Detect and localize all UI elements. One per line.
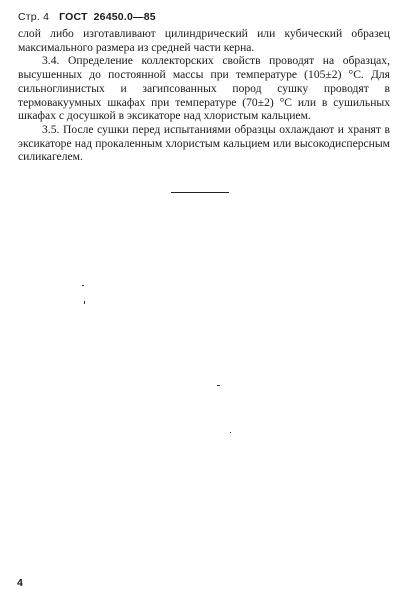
page-label: Стр. 4 xyxy=(18,11,50,23)
page-header xyxy=(18,11,156,23)
paragraph-3-4: 3.4. Определение коллекторских свойств проводят на образцах, высушенных до постоянной массы при температуре (105±2) °С. Для сильноглинистых и загипсованных пород сушку проводят в термовакуумных шкафах при температуре (70±2) °С или в сушильных шкафах с досушкой в эксикаторе над хлористым кальцием. xyxy=(18,54,390,123)
paragraph-continued: слой либо изготавливают цилиндрический или кубический образец максимального размера из средней части керна. xyxy=(18,27,390,54)
page-number: 4 xyxy=(17,577,23,589)
scan-speck xyxy=(217,385,220,386)
paragraph-3-5: 3.5. После сушки перед испытаниями образцы охлаждают и хранят в эксикаторе над прокаленным хлористым кальцием или высокодисперсным силикагелем. xyxy=(18,122,390,164)
standard-number: 26450.0—85 xyxy=(93,11,156,23)
end-of-section-rule xyxy=(171,192,229,193)
scan-speck xyxy=(84,301,85,304)
page-body xyxy=(18,27,390,164)
scan-speck xyxy=(230,432,231,433)
scan-speck xyxy=(82,285,84,286)
standard-label: ГОСТ xyxy=(59,11,88,23)
